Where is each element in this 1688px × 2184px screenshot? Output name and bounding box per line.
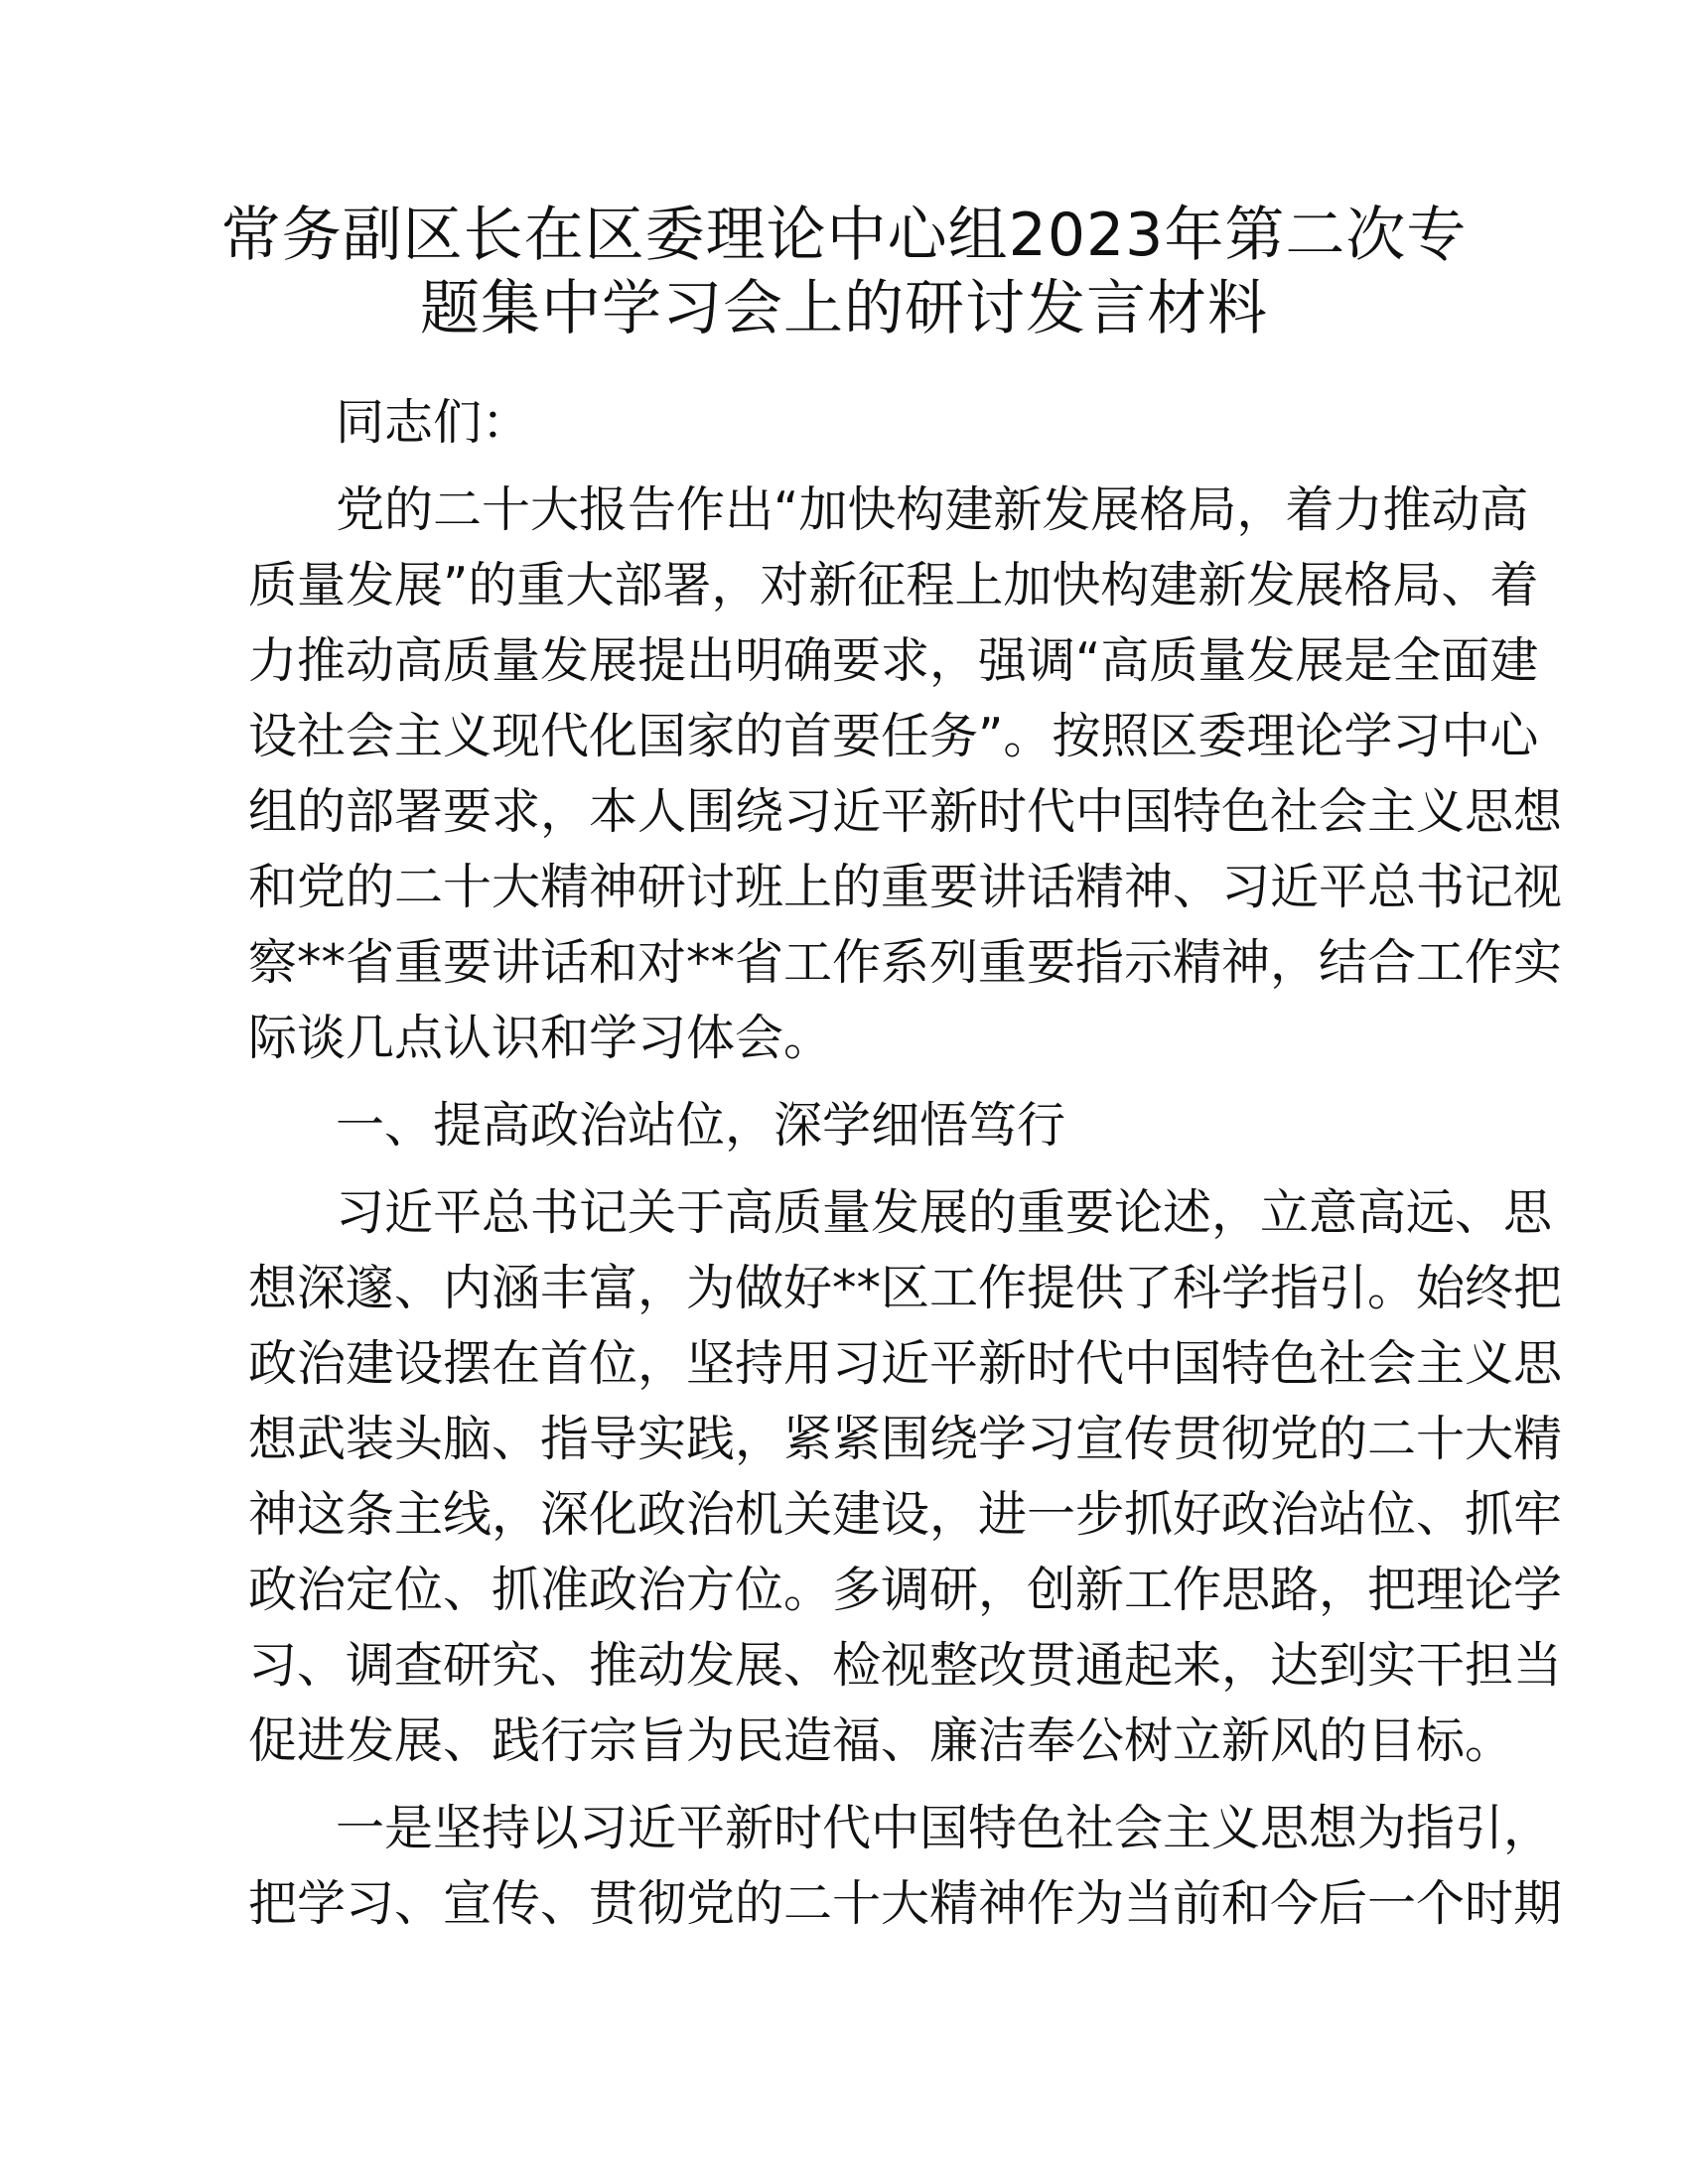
title-line: 常务副区长在区委理论中心组2023年第二次专 — [220, 201, 1468, 270]
paragraph-line: 察**省重要讲话和对**省工作系列重要指示精神，结合工作实 — [248, 934, 1563, 991]
document-body — [248, 385, 1563, 1942]
paragraph-line: 把学习、宣传、贯彻党的二十大精神作为当前和今后一个时期 — [248, 1875, 1563, 1932]
title-line: 题集中学习会上的研讨发言材料 — [420, 274, 1268, 343]
paragraph-line: 际谈几点认识和学习体会。 — [248, 1010, 833, 1066]
paragraph-line: 习、调查研究、推动发展、检视整改贯通起来，达到实干担当 — [248, 1637, 1563, 1694]
paragraph-line: 力推动高质量发展提出明确要求，强调“高质量发展是全面建 — [248, 632, 1539, 689]
paragraph-line: 想深邃、内涵丰富，为做好**区工作提供了科学指引。始终把 — [248, 1260, 1563, 1316]
paragraph-line: 质量发展”的重大部署，对新征程上加快构建新发展格局、着 — [248, 557, 1539, 614]
paragraph-line: 党的二十大报告作出“加快构建新发展格局，着力推动高 — [336, 481, 1529, 538]
document-title — [149, 199, 1539, 345]
salutation: 同志们： — [336, 394, 531, 451]
paragraph-line: 政治定位、抓准政治方位。多调研，创新工作思路，把理论学 — [248, 1562, 1563, 1618]
paragraph-line: 神这条主线，深化政治机关建设，进一步抓好政治站位、抓牢 — [248, 1486, 1563, 1543]
section-heading: 一、提高政治站位，深学细悟笃行 — [336, 1097, 1066, 1154]
paragraph-line: 想武装头脑、指导实践，紧紧围绕学习宣传贯彻党的二十大精 — [248, 1411, 1563, 1467]
paragraph-line: 和党的二十大精神研讨班上的重要讲话精神、习近平总书记视 — [248, 859, 1563, 915]
paragraph-line: 设社会主义现代化国家的首要任务”。按照区委理论学习中心 — [248, 708, 1539, 764]
paragraph-line: 政治建设摆在首位，坚持用习近平新时代中国特色社会主义思 — [248, 1335, 1563, 1392]
paragraph-line: 组的部署要求，本人围绕习近平新时代中国特色社会主义思想 — [248, 783, 1563, 840]
paragraph-line: 促进发展、践行宗旨为民造福、廉洁奉公树立新风的目标。 — [248, 1712, 1514, 1769]
paragraph-line: 习近平总书记关于高质量发展的重要论述，立意高远、思 — [336, 1184, 1553, 1241]
paragraph-line: 一是坚持以习近平新时代中国特色社会主义思想为指引， — [336, 1800, 1553, 1856]
